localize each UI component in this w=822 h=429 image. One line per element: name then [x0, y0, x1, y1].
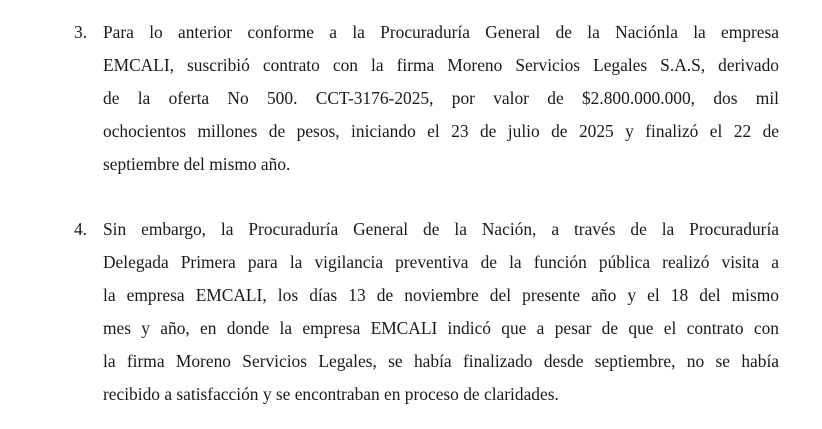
text-line: EMCALI, suscribió contrato con la firma Moreno Servicios Legales S.A.S, derivado — [103, 55, 779, 75]
paragraph — [103, 213, 779, 411]
list-number: 3. — [74, 22, 88, 42]
list-item-4 — [74, 213, 779, 411]
list-number: 4. — [74, 219, 88, 239]
text-line: la empresa EMCALI, los días 13 de noviembre del presente año y el 18 del mismo — [103, 285, 779, 305]
paragraph — [103, 16, 779, 181]
text-line: septiembre del mismo año. — [103, 154, 291, 174]
text-line: Sin embargo, la Procuraduría General de la Nación, a través de la Procuraduría — [103, 219, 779, 239]
text-line: Para lo anterior conforme a la Procuraduría General de la Naciónla la empresa — [103, 22, 779, 42]
text-line: de la oferta No 500. CCT-3176-2025, por valor de $2.800.000.000, dos mil — [103, 88, 779, 108]
text-line: la firma Moreno Servicios Legales, se había finalizado desde septiembre, no se había — [103, 351, 779, 371]
text-line: mes y año, en donde la empresa EMCALI indicó que a pesar de que el contrato con — [103, 318, 779, 338]
text-line: recibido a satisfacción y se encontraban en proceso de claridades. — [103, 384, 559, 404]
text-line: ochocientos millones de pesos, iniciando el 23 de julio de 2025 y finalizó el 22 de — [103, 121, 779, 141]
list-item-3 — [74, 16, 779, 181]
text-line: Delegada Primera para la vigilancia preventiva de la función pública realizó visita a — [103, 252, 779, 272]
